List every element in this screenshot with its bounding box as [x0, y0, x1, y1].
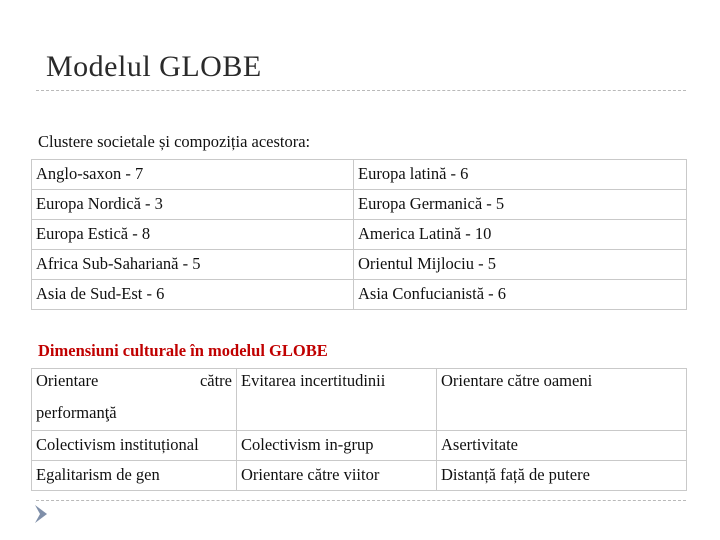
table-row	[32, 369, 687, 431]
table-cell: Europa latină - 6	[354, 160, 687, 190]
title-divider	[36, 90, 686, 91]
table-cell: Europa Germanică - 5	[354, 190, 687, 220]
footer-divider	[36, 500, 686, 501]
table-cell: America Latină - 10	[354, 220, 687, 250]
table-row	[32, 431, 687, 461]
table-cell: Europa Estică - 8	[32, 220, 354, 250]
slide-title: Modelul GLOBE	[46, 50, 262, 83]
cell-word: performanţă	[36, 403, 117, 422]
table-cell: Orientul Mijlociu - 5	[354, 250, 687, 280]
table-row	[32, 250, 687, 280]
table-row	[32, 280, 687, 310]
table-cell: Evitarea incertitudinii	[237, 369, 437, 431]
clusters-heading: Clustere societale și compoziția acestora:	[38, 132, 311, 151]
triangle-bullet-icon	[35, 505, 47, 523]
table-cell	[32, 369, 237, 431]
cell-word: către	[199, 371, 232, 390]
table-row	[32, 160, 687, 190]
table-cell: Asia de Sud-Est - 6	[32, 280, 354, 310]
table-cell: Anglo-saxon - 7	[32, 160, 354, 190]
clusters-table	[31, 159, 687, 310]
table-cell: Egalitarism de gen	[32, 461, 237, 491]
dimensions-table	[31, 368, 687, 491]
table-row	[32, 220, 687, 250]
dimensions-heading: Dimensiuni culturale în modelul GLOBE	[38, 341, 328, 360]
table-cell: Orientare către oameni	[437, 369, 687, 431]
table-cell: Asia Confucianistă - 6	[354, 280, 687, 310]
table-row	[32, 190, 687, 220]
table-cell: Asertivitate	[437, 431, 687, 461]
table-cell: Colectivism in-grup	[237, 431, 437, 461]
cell-word: Orientare	[36, 371, 99, 390]
table-cell: Africa Sub-Sahariană - 5	[32, 250, 354, 280]
table-cell: Orientare către viitor	[237, 461, 437, 491]
table-row	[32, 461, 687, 491]
cell-line	[36, 371, 232, 391]
table-cell: Europa Nordică - 3	[32, 190, 354, 220]
table-cell: Distanță față de putere	[437, 461, 687, 491]
table-cell: Colectivism instituțional	[32, 431, 237, 461]
